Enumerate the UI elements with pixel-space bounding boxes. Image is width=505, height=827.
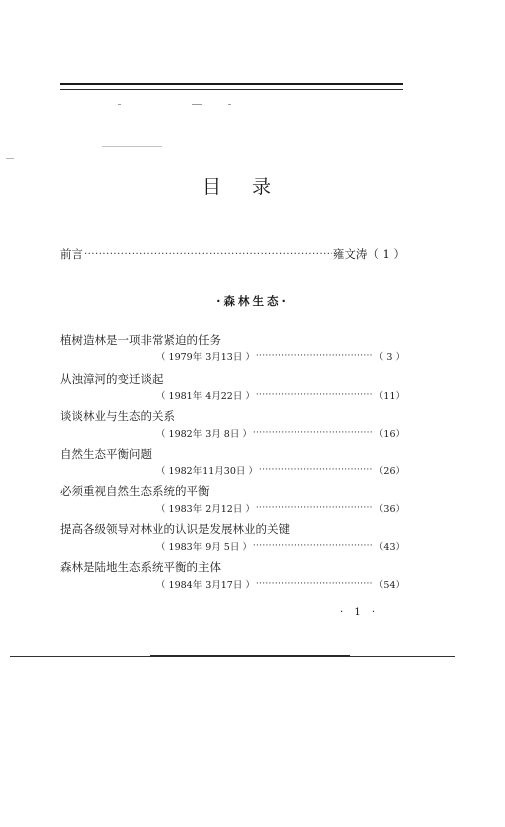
dot-leader xyxy=(84,249,332,260)
entry-title: 谈谈林业与生态的关系 xyxy=(60,409,175,423)
dot-leader xyxy=(256,579,373,589)
dot-leader xyxy=(253,541,373,551)
entry-date: （ 1982年 3月 8日 ） xyxy=(156,429,252,440)
entry-page: （ 3 ） xyxy=(373,352,405,363)
entry-date-row xyxy=(156,426,405,440)
dot-leader xyxy=(253,428,373,438)
scan-speck xyxy=(6,158,14,159)
entry-title: 从浊漳河的变迁谈起 xyxy=(60,372,164,386)
section-heading: ·森林生态· xyxy=(216,294,289,308)
entry-page: （26） xyxy=(373,466,405,477)
entry-page: （36） xyxy=(373,504,405,515)
entry-page: （54） xyxy=(373,580,405,591)
entry-title: 必须重视自然生态系统的平衡 xyxy=(60,484,210,498)
entry-date-row xyxy=(156,349,405,363)
entry-page: （16） xyxy=(373,429,405,440)
entry-date: （ 1981年 4月22日 ） xyxy=(156,391,255,402)
header-rule-thin xyxy=(60,89,403,90)
page-number: · 1 · xyxy=(340,607,380,618)
dot-leader xyxy=(256,390,373,400)
entry-page: （11） xyxy=(373,391,405,402)
entry-title: 自然生态平衡问题 xyxy=(60,447,152,461)
title-char: 目 xyxy=(202,176,222,198)
entry-date-row xyxy=(156,463,405,477)
scan-speck xyxy=(118,104,121,105)
entry-title: 植树造林是一项非常紧迫的任务 xyxy=(60,333,221,347)
entry-date: （ 1983年 9月 5日 ） xyxy=(156,542,252,553)
scan-speck xyxy=(102,146,162,147)
entry-date-row xyxy=(156,501,405,515)
preface-author-page: 雍文涛（ 1 ） xyxy=(332,247,405,261)
entry-date-row xyxy=(156,577,405,591)
footer-rule-thick xyxy=(150,655,350,657)
preface-label: 前言 xyxy=(60,247,83,261)
entry-date-row xyxy=(156,539,405,553)
toc-preface-row xyxy=(60,246,405,262)
dot-leader xyxy=(259,465,373,475)
header-rule-thick xyxy=(60,83,403,85)
title-char: 录 xyxy=(252,176,272,198)
entry-page: （43） xyxy=(373,542,405,553)
entry-date: （ 1979年 3月13日 ） xyxy=(156,352,255,363)
entry-date-row xyxy=(156,388,405,402)
entry-title: 森林是陆地生态系统平衡的主体 xyxy=(60,560,221,574)
dot-leader xyxy=(256,503,373,513)
scan-speck xyxy=(228,104,231,105)
entry-date: （ 1982年11月30日 ） xyxy=(156,466,258,477)
entry-date: （ 1984年 3月17日 ） xyxy=(156,580,255,591)
entry-date: （ 1983年 2月12日 ） xyxy=(156,504,255,515)
scan-speck xyxy=(192,104,202,105)
entry-title: 提高各级领导对林业的认识是发展林业的关键 xyxy=(60,522,290,536)
dot-leader xyxy=(256,351,373,361)
